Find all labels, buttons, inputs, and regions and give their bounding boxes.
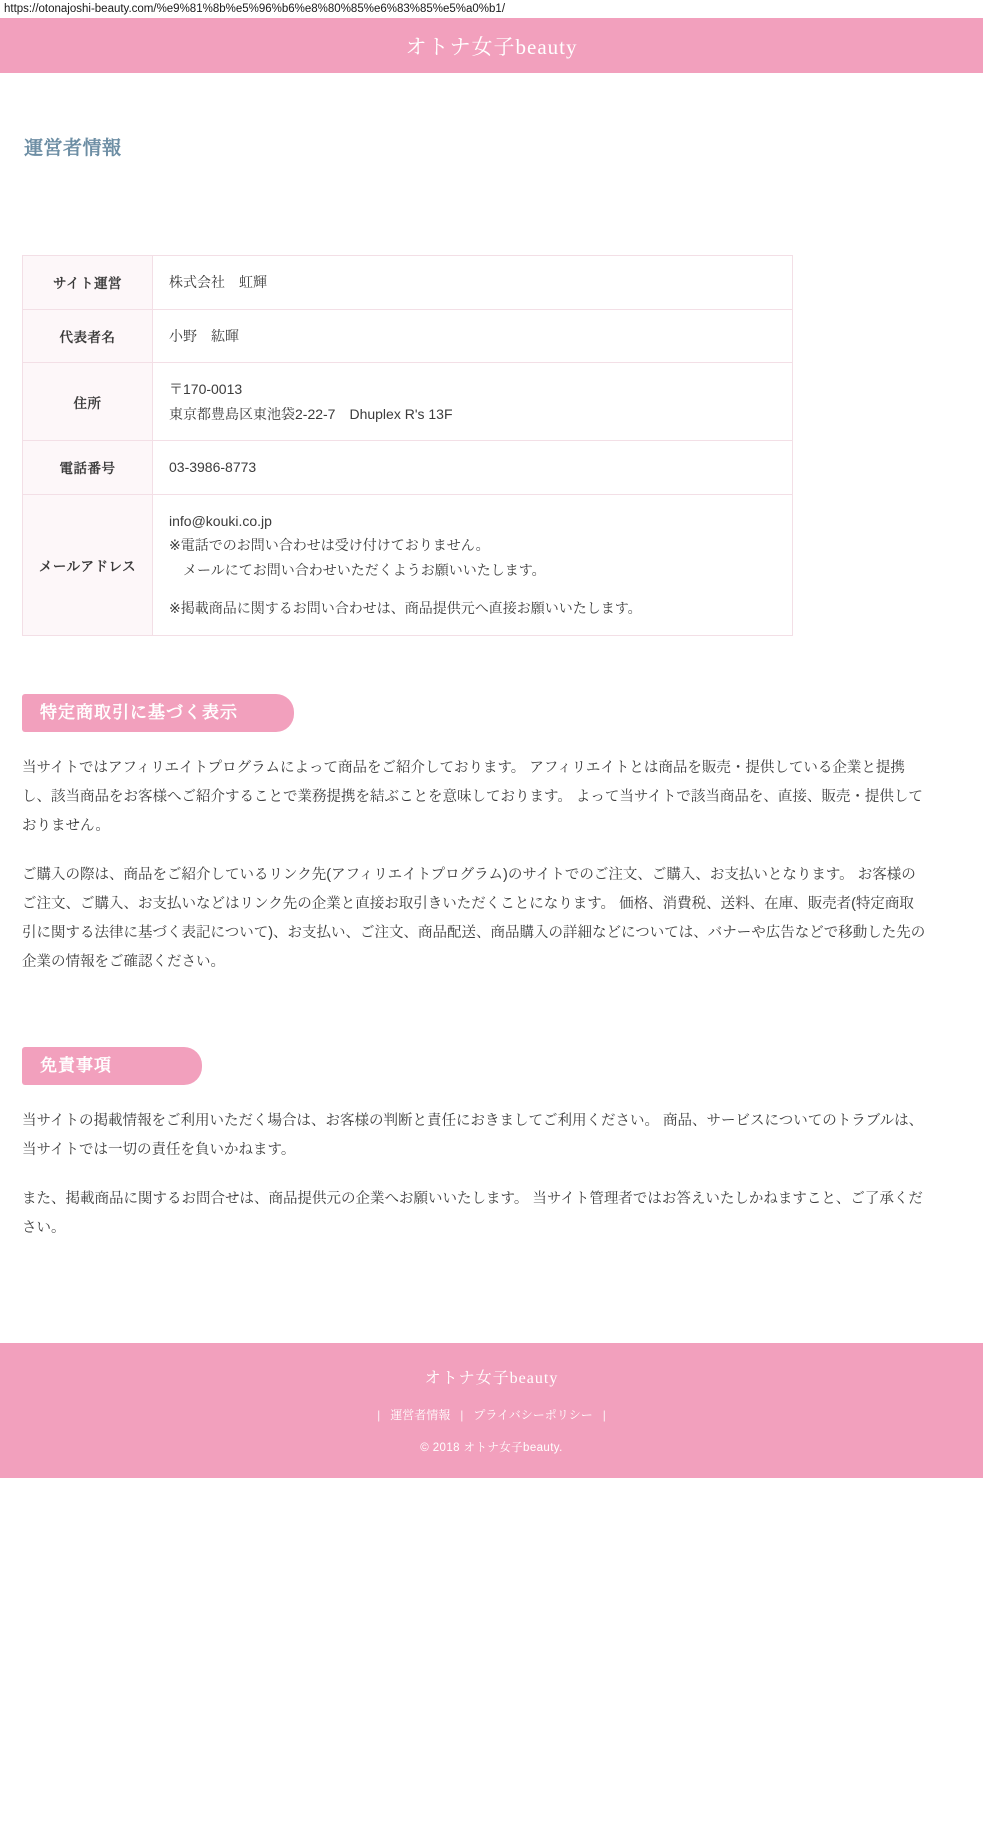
table-row-label: 電話番号 [23, 441, 153, 495]
text-line: また、掲載商品に関するお問合せは、商品提供元の企業へお願いいたします。 [22, 1190, 529, 1207]
section-body [22, 754, 927, 977]
table-row [23, 256, 793, 310]
section-body [22, 1107, 927, 1243]
site-footer [0, 1343, 983, 1478]
email-note-3: ※掲載商品に関するお問い合わせは、商品提供元へ直接お願いいたします。 [169, 600, 642, 616]
nav-divider: | [377, 1407, 381, 1422]
footer-nav [367, 1406, 616, 1423]
table-row-label: 代表者名 [23, 309, 153, 363]
table-row-value: 小野 紘暉 [153, 309, 793, 363]
site-header [0, 18, 983, 73]
footer-logo[interactable]: オトナ女子beauty [424, 1370, 559, 1387]
table-row-value [153, 494, 793, 635]
address-line-1: 〒170-0013 [169, 381, 243, 397]
table-row-label: 住所 [23, 363, 153, 441]
main-content [0, 133, 983, 1243]
text-line: 商品、サービスについてのトラブルは、当サイトでは一切の責任を負いかねます。 [22, 1112, 924, 1158]
paragraph [22, 1185, 927, 1243]
text-line: 当サイトの掲載情報をご利用いただく場合は、お客様の判断と責任におきましてご利用ください。 [22, 1112, 659, 1129]
email-note-1: ※電話でのお問い合わせは受け付けておりません。 [169, 537, 490, 553]
paragraph [22, 1107, 927, 1165]
text-line: 当サイト管理者ではお答えいたしかねますこと、ご了承ください。 [22, 1190, 923, 1236]
email-address[interactable]: info@kouki.co.jp [169, 512, 272, 529]
table-row [23, 494, 793, 635]
text-line: 価格、消費税、送料、在庫、販売者(特定商取引に関する法律に基づく表記について)、お支払い、ご注文、商品配送、商品購入の詳細などについては、バナーや広告などで移動した先の企業の情報をご確認ください。 [22, 895, 926, 970]
nav-divider: | [460, 1407, 464, 1422]
section-menseki-jikou [20, 1047, 963, 1243]
browser-url-bar[interactable] [0, 0, 983, 18]
table-row-value: 株式会社 虹輝 [153, 256, 793, 310]
table-row [23, 309, 793, 363]
paragraph [22, 754, 927, 841]
table-row [23, 363, 793, 441]
table-row-label: サイト運営 [23, 256, 153, 310]
table-row-value [153, 363, 793, 441]
table-row-value: 03-3986-8773 [153, 441, 793, 495]
paragraph [22, 861, 927, 977]
address-line-2: 東京都豊島区東池袋2-22-7 Dhuplex R's 13F [169, 405, 453, 422]
footer-copyright: © 2018 オトナ女子beauty. [420, 1442, 563, 1454]
table-row-label: メールアドレス [23, 494, 153, 635]
operator-info-table [22, 255, 793, 636]
text-line: よって当サイトで該当商品を、直接、販売・提供しておりません。 [22, 788, 923, 834]
text-line: ご購入の際は、商品をご紹介しているリンク先(アフィリエイトプログラム)のサイトでのご注文、ご購入、お支払いとなります。 [22, 866, 854, 883]
footer-link-operator-info[interactable]: 運営者情報 [390, 1408, 451, 1422]
text-line: お客様のご注文、ご購入、お支払いなどはリンク先の企業と直接お取引きいただくことになります。 [22, 866, 916, 912]
email-note-2: メールにてお問い合わせいただくようお願いいたします。 [183, 561, 546, 578]
site-logo[interactable]: オトナ女子beauty [405, 34, 578, 59]
page-title: 運営者情報 [24, 138, 122, 159]
table-row [23, 441, 793, 495]
nav-divider: | [602, 1407, 606, 1422]
url-text: https://otonajoshi-beauty.com/%e9%81%8b%e5%96%b6%e8%80%85%e6%83%85%e5%a0%b1/ [4, 3, 506, 15]
text-line: アフィリエイトとは商品を販売・提供している企業と提携し、該当商品をお客様へご紹介することで業務提携を結ぶことを意味しております。 [22, 759, 905, 805]
footer-link-privacy-policy[interactable]: プライバシーポリシー [473, 1408, 593, 1422]
section-heading: 特定商取引に基づく表示 [22, 694, 294, 732]
text-line: 当サイトではアフィリエイトプログラムによって商品をご紹介しております。 [22, 759, 526, 776]
section-tokutei-shoutorihiki [20, 694, 963, 977]
section-heading: 免責事項 [22, 1047, 202, 1085]
spacer [169, 582, 776, 596]
